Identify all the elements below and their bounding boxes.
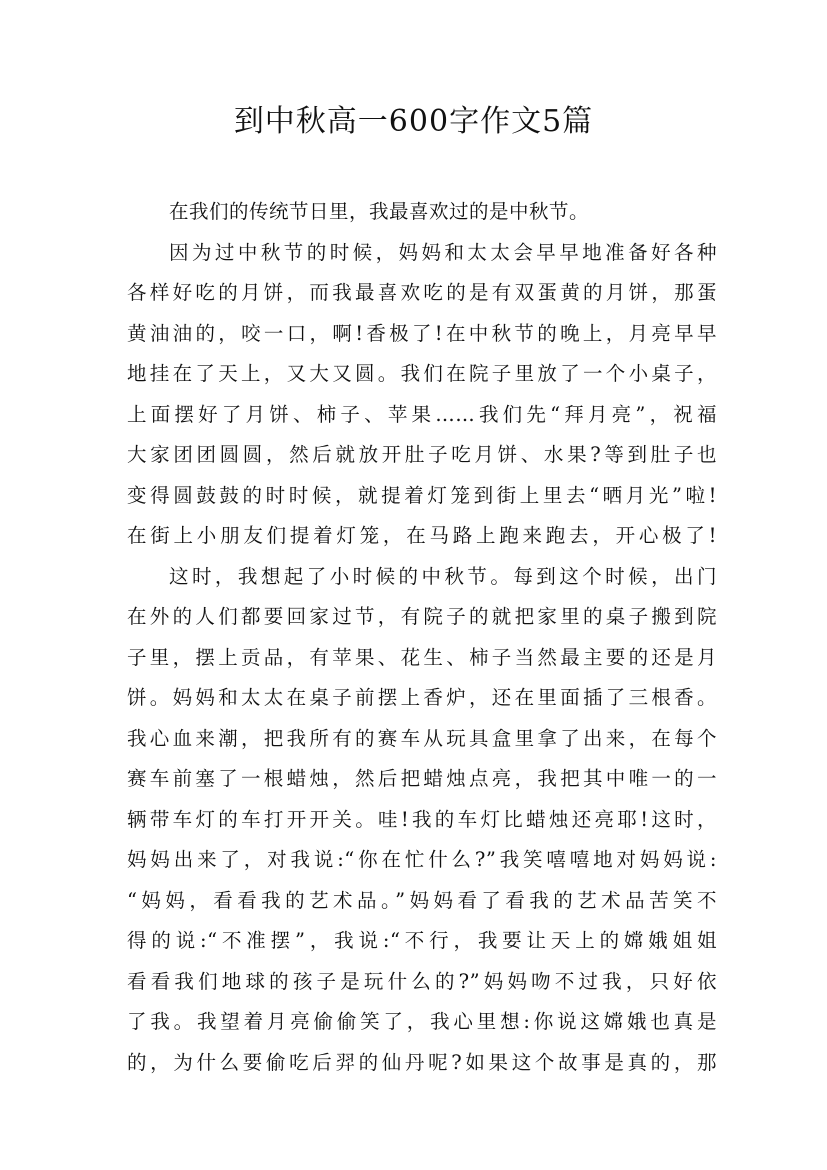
- text-line: 大家团团圆圆，然后就放开肚子吃月饼、水果?等到肚子也: [127, 443, 717, 466]
- text-line: 在外的人们都要回家过节，有院子的就把家里的桌子搬到院: [127, 605, 717, 628]
- document-title: 到中秋高一600字作文5篇: [233, 104, 594, 139]
- text-line: 上面摆好了月饼、柿子、苹果……我们先“拜月亮”，祝福: [127, 402, 717, 426]
- text-line: 在街上小朋友们提着灯笼，在马路上跑来跑去，开心极了!: [127, 524, 717, 547]
- text-line: 赛车前塞了一根蜡烛，然后把蜡烛点亮，我把其中唯一的一: [127, 767, 717, 790]
- text-line: 妈妈出来了，对我说:“你在忙什么?”我笑嘻嘻地对妈妈说:: [127, 848, 717, 871]
- essay-body: [127, 192, 717, 1083]
- text-line: “妈妈，看看我的艺术品。”妈妈看了看我的艺术品苦笑不: [127, 888, 717, 912]
- text-line: 地挂在了天上，又大又圆。我们在院子里放了一个小桌子，: [127, 362, 717, 385]
- text-line: 子里，摆上贡品，有苹果、花生、柿子当然最主要的还是月: [127, 645, 717, 669]
- text-line: 看看我们地球的孩子是玩什么的?”妈妈吻不过我，只好依: [127, 969, 717, 993]
- text-line: 在我们的传统节日里，我最喜欢过的是中秋节。: [169, 200, 590, 223]
- text-line: 黄油油的，咬一口，啊!香极了!在中秋节的晚上，月亮早早: [127, 321, 717, 345]
- text-line: 得的说:“不准摆”，我说:“不行，我要让天上的嫦娥姐姐: [127, 929, 717, 952]
- text-line: 各样好吃的月饼，而我最喜欢吃的是有双蛋黄的月饼，那蛋: [127, 281, 717, 304]
- text-line: 辆带车灯的车打开开关。哇!我的车灯比蜡烛还亮耶!这时，: [127, 807, 717, 831]
- text-line: 因为过中秋节的时候，妈妈和太太会早早地准备好各种: [169, 240, 717, 264]
- text-line: 我心血来潮，把我所有的赛车从玩具盒里拿了出来，在每个: [127, 726, 717, 750]
- text-line: 了我。我望着月亮偷偷笑了，我心里想:你说这嫦娥也真是: [127, 1010, 717, 1033]
- text-line: 的，为什么要偷吃后羿的仙丹呢?如果这个故事是真的，那: [127, 1050, 717, 1074]
- text-line: 这时，我想起了小时候的中秋节。每到这个时候，出门: [169, 564, 717, 588]
- text-line: 变得圆鼓鼓的时时候，就提着灯笼到街上里去“晒月光”啦!: [127, 483, 717, 507]
- text-line: 饼。妈妈和太太在桌子前摆上香炉，还在里面插了三根香。: [127, 686, 717, 709]
